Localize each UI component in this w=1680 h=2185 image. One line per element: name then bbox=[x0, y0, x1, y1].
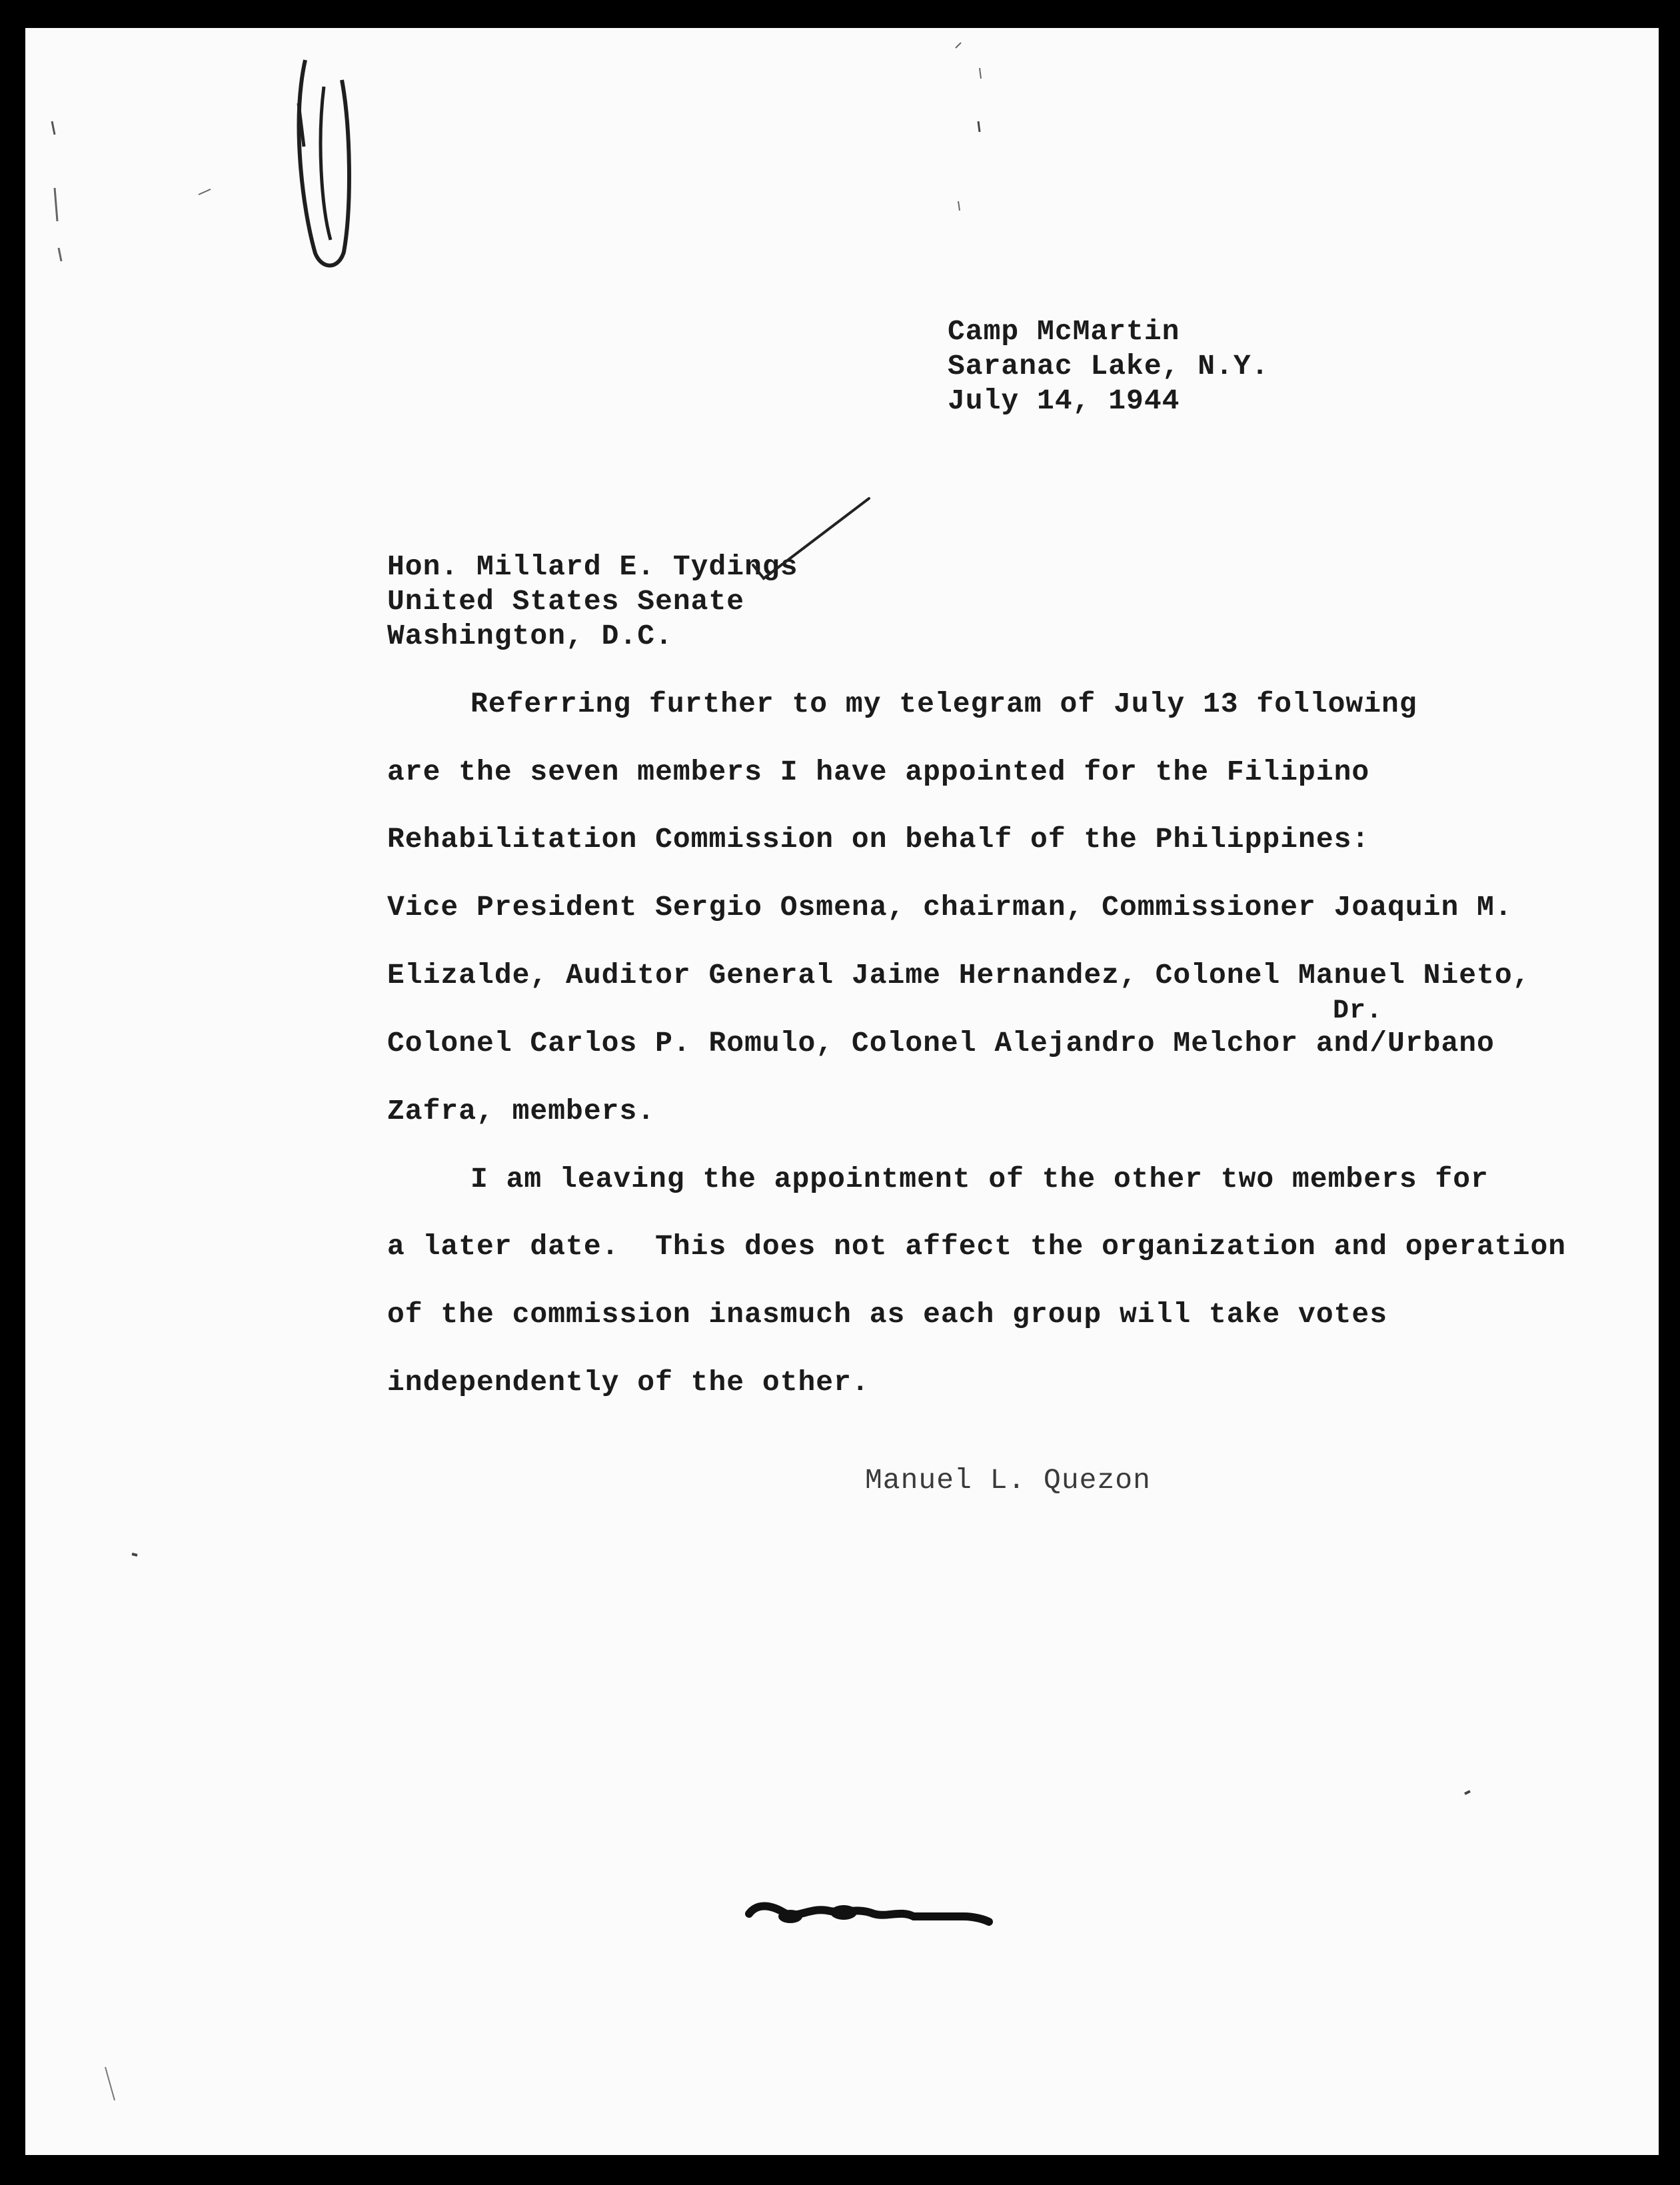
body-line: Elizalde, Auditor General Jaime Hernandez, Colonel Manuel Nieto, bbox=[387, 959, 1531, 992]
body-line: of the commission inasmuch as each group will take votes bbox=[387, 1298, 1388, 1331]
body-line: a later date. This does not affect the organization and operation bbox=[387, 1230, 1567, 1263]
sender-town: Saranac Lake, N.Y. bbox=[948, 350, 1269, 382]
recipient-office: United States Senate bbox=[387, 585, 745, 618]
body-line: I am leaving the appointment of the other two members for bbox=[470, 1163, 1489, 1195]
corner-marks bbox=[25, 28, 1659, 2155]
letter-page bbox=[25, 28, 1659, 2155]
sender-location: Camp McMartin bbox=[948, 315, 1180, 348]
body-line: independently of the other. bbox=[387, 1366, 870, 1399]
body-line: Rehabilitation Commission on behalf of the Philippines: bbox=[387, 823, 1370, 856]
signature: Manuel L. Quezon bbox=[865, 1464, 1151, 1497]
letter-date: July 14, 1944 bbox=[948, 384, 1180, 417]
check-mark-icon bbox=[749, 492, 876, 585]
body-line: Referring further to my telegram of July 13 following bbox=[470, 688, 1417, 720]
handwritten-insertion: Dr. bbox=[1333, 996, 1383, 1026]
body-line: Zafra, members. bbox=[387, 1095, 656, 1127]
recipient-name: Hon. Millard E. Tydings bbox=[387, 550, 798, 583]
body-line: Colonel Carlos P. Romulo, Colonel Alejandro Melchor and/Urbano bbox=[387, 1027, 1495, 1060]
recipient-city: Washington, D.C. bbox=[387, 620, 673, 652]
body-line: are the seven members I have appointed for the Filipino bbox=[387, 756, 1370, 788]
body-line: Vice President Sergio Osmena, chairman, Commissioner Joaquin M. bbox=[387, 891, 1513, 924]
ink-smudge bbox=[744, 1894, 997, 1934]
